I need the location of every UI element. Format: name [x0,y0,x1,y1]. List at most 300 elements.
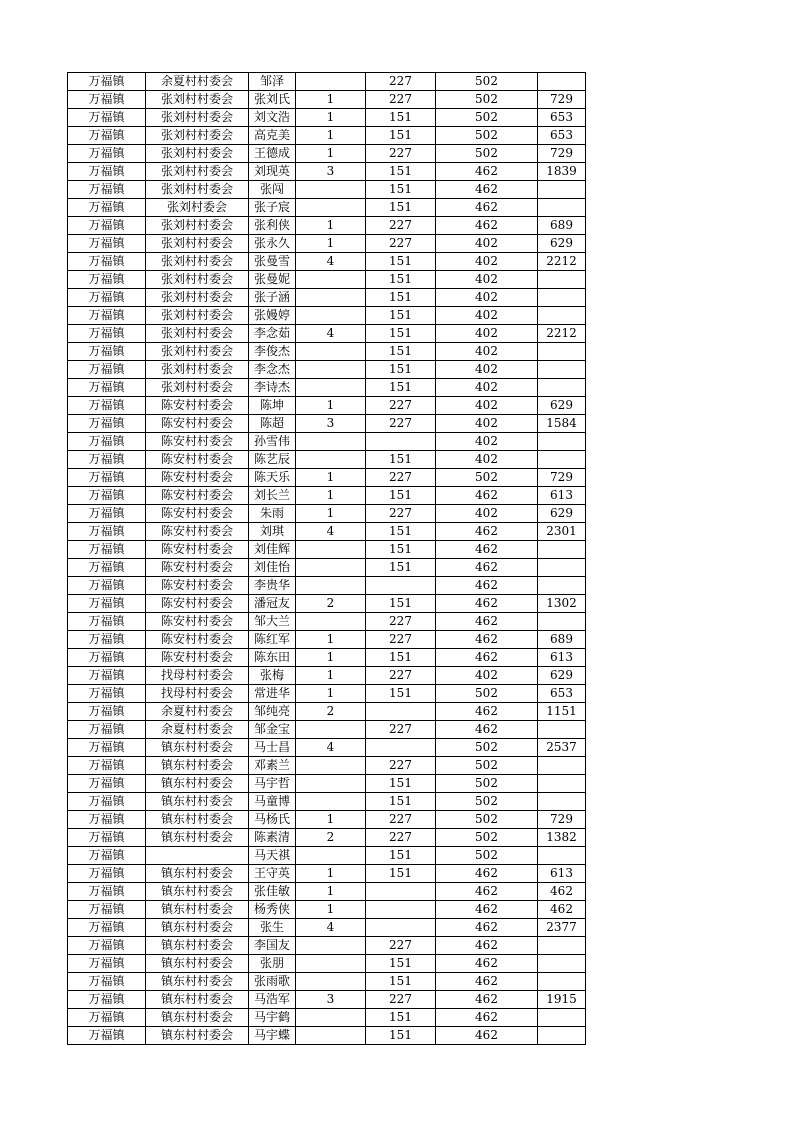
table-row [68,289,586,307]
total-cell: 1382 [538,829,586,847]
total-cell: 729 [538,91,586,109]
town-cell: 万福镇 [68,757,146,775]
total-cell [538,847,586,865]
table-row [68,181,586,199]
amount-b-cell: 402 [436,325,538,343]
amount-b-cell: 462 [436,217,538,235]
amount-a-cell: 151 [366,973,436,991]
village-committee-cell: 陈安村村委会 [146,397,249,415]
village-committee-cell: 镇东村村委会 [146,739,249,757]
amount-a-cell: 227 [366,91,436,109]
amount-b-cell: 462 [436,865,538,883]
village-committee-cell: 找母村村委会 [146,667,249,685]
amount-b-cell: 502 [436,757,538,775]
town-cell: 万福镇 [68,253,146,271]
table-row [68,361,586,379]
household-size-cell: 3 [296,991,366,1009]
household-size-cell: 1 [296,91,366,109]
name-cell: 潘冠友 [249,595,296,613]
village-committee-cell: 余夏村村委会 [146,73,249,91]
town-cell: 万福镇 [68,883,146,901]
town-cell: 万福镇 [68,271,146,289]
total-cell [538,775,586,793]
amount-b-cell: 502 [436,109,538,127]
household-size-cell: 1 [296,397,366,415]
table-row [68,433,586,451]
table-row [68,829,586,847]
town-cell: 万福镇 [68,847,146,865]
name-cell: 刘长兰 [249,487,296,505]
village-committee-cell: 镇东村村委会 [146,1027,249,1045]
amount-a-cell: 151 [366,865,436,883]
village-committee-cell: 镇东村村委会 [146,937,249,955]
village-committee-cell [146,847,249,865]
amount-b-cell: 502 [436,73,538,91]
amount-a-cell: 227 [366,829,436,847]
table-row [68,919,586,937]
table-row [68,811,586,829]
household-size-cell: 1 [296,505,366,523]
household-size-cell: 1 [296,667,366,685]
table-row [68,685,586,703]
table-row [68,541,586,559]
household-size-cell [296,577,366,595]
amount-a-cell: 151 [366,685,436,703]
village-committee-cell: 陈安村村委会 [146,613,249,631]
name-cell: 李贵华 [249,577,296,595]
amount-b-cell: 462 [436,703,538,721]
name-cell: 马浩军 [249,991,296,1009]
town-cell: 万福镇 [68,901,146,919]
town-cell: 万福镇 [68,955,146,973]
amount-b-cell: 462 [436,973,538,991]
household-size-cell: 1 [296,631,366,649]
town-cell: 万福镇 [68,1009,146,1027]
amount-a-cell: 151 [366,541,436,559]
table-row [68,559,586,577]
village-committee-cell: 张刘村村委会 [146,127,249,145]
amount-b-cell: 502 [436,793,538,811]
amount-a-cell: 227 [366,937,436,955]
name-cell: 张子涵 [249,289,296,307]
village-committee-cell: 陈安村村委会 [146,523,249,541]
amount-b-cell: 462 [436,163,538,181]
household-size-cell: 4 [296,253,366,271]
town-cell: 万福镇 [68,505,146,523]
total-cell [538,289,586,307]
total-cell: 1302 [538,595,586,613]
total-cell [538,343,586,361]
village-committee-cell: 陈安村村委会 [146,541,249,559]
table-row [68,1009,586,1027]
total-cell: 2212 [538,325,586,343]
amount-a-cell: 227 [366,469,436,487]
village-committee-cell: 余夏村村委会 [146,721,249,739]
village-committee-cell: 镇东村村委会 [146,829,249,847]
town-cell: 万福镇 [68,613,146,631]
total-cell: 1151 [538,703,586,721]
name-cell: 陈素清 [249,829,296,847]
name-cell: 陈超 [249,415,296,433]
household-size-cell [296,271,366,289]
name-cell: 常进华 [249,685,296,703]
total-cell: 653 [538,685,586,703]
name-cell: 李国友 [249,937,296,955]
village-committee-cell: 张刘村村委会 [146,163,249,181]
household-size-cell [296,379,366,397]
amount-b-cell: 462 [436,937,538,955]
table-row [68,667,586,685]
amount-b-cell: 402 [436,235,538,253]
name-cell: 陈东田 [249,649,296,667]
amount-a-cell: 151 [366,379,436,397]
total-cell: 1839 [538,163,586,181]
household-size-cell [296,307,366,325]
town-cell: 万福镇 [68,595,146,613]
amount-a-cell: 227 [366,397,436,415]
total-cell: 2212 [538,253,586,271]
village-committee-cell: 张刘村村委会 [146,271,249,289]
amount-a-cell [366,703,436,721]
amount-a-cell: 151 [366,109,436,127]
total-cell [538,307,586,325]
name-cell: 马童博 [249,793,296,811]
table-row [68,757,586,775]
village-committee-cell: 余夏村村委会 [146,703,249,721]
household-size-cell [296,199,366,217]
total-cell: 2377 [538,919,586,937]
household-size-cell [296,937,366,955]
amount-a-cell: 227 [366,217,436,235]
village-committee-cell: 陈安村村委会 [146,487,249,505]
name-cell: 邹大兰 [249,613,296,631]
name-cell: 张曼妮 [249,271,296,289]
village-committee-cell: 陈安村村委会 [146,631,249,649]
village-committee-cell: 镇东村村委会 [146,991,249,1009]
table-row [68,163,586,181]
village-committee-cell: 张刘村村委会 [146,109,249,127]
town-cell: 万福镇 [68,451,146,469]
household-size-cell: 1 [296,883,366,901]
name-cell: 张利侠 [249,217,296,235]
name-cell: 陈天乐 [249,469,296,487]
total-cell [538,451,586,469]
name-cell: 张嫚婷 [249,307,296,325]
table-row [68,937,586,955]
amount-b-cell: 462 [436,991,538,1009]
village-committee-cell: 陈安村村委会 [146,649,249,667]
amount-a-cell: 151 [366,847,436,865]
name-cell: 高克美 [249,127,296,145]
amount-a-cell [366,901,436,919]
town-cell: 万福镇 [68,793,146,811]
household-size-cell [296,1027,366,1045]
table-row [68,379,586,397]
name-cell: 刘现英 [249,163,296,181]
table-row [68,397,586,415]
household-size-cell: 1 [296,127,366,145]
total-cell [538,577,586,595]
town-cell: 万福镇 [68,145,146,163]
household-size-cell: 1 [296,901,366,919]
town-cell: 万福镇 [68,91,146,109]
amount-a-cell: 151 [366,199,436,217]
amount-a-cell: 151 [366,775,436,793]
amount-b-cell: 402 [436,271,538,289]
village-committee-cell: 陈安村村委会 [146,415,249,433]
amount-a-cell: 227 [366,721,436,739]
town-cell: 万福镇 [68,433,146,451]
household-size-cell: 2 [296,829,366,847]
table-row [68,469,586,487]
village-committee-cell: 张刘村村委会 [146,91,249,109]
amount-a-cell: 151 [366,451,436,469]
town-cell: 万福镇 [68,325,146,343]
total-cell: 1915 [538,991,586,1009]
amount-a-cell: 151 [366,955,436,973]
table-row [68,865,586,883]
table-row [68,739,586,757]
household-size-cell: 1 [296,235,366,253]
table-row [68,721,586,739]
town-cell: 万福镇 [68,379,146,397]
name-cell: 马士昌 [249,739,296,757]
name-cell: 陈红军 [249,631,296,649]
table-row [68,73,586,91]
table-row [68,973,586,991]
total-cell [538,973,586,991]
total-cell [538,721,586,739]
table-row [68,343,586,361]
name-cell: 张子宸 [249,199,296,217]
household-size-cell [296,181,366,199]
amount-b-cell: 462 [436,541,538,559]
amount-b-cell: 402 [436,667,538,685]
amount-a-cell: 151 [366,127,436,145]
amount-a-cell: 151 [366,271,436,289]
name-cell: 马宇蝶 [249,1027,296,1045]
total-cell: 2301 [538,523,586,541]
town-cell: 万福镇 [68,739,146,757]
total-cell: 613 [538,865,586,883]
name-cell: 王德成 [249,145,296,163]
total-cell: 462 [538,901,586,919]
table-body [68,73,586,1045]
town-cell: 万福镇 [68,469,146,487]
total-cell: 2537 [538,739,586,757]
total-cell [538,937,586,955]
amount-a-cell: 151 [366,1009,436,1027]
town-cell: 万福镇 [68,649,146,667]
total-cell: 653 [538,109,586,127]
village-committee-cell: 镇东村村委会 [146,865,249,883]
table-row [68,649,586,667]
name-cell: 马杨氏 [249,811,296,829]
amount-b-cell: 502 [436,847,538,865]
table-row [68,631,586,649]
household-size-cell: 1 [296,109,366,127]
table-row [68,775,586,793]
household-size-cell: 1 [296,145,366,163]
total-cell [538,181,586,199]
household-size-cell: 1 [296,487,366,505]
table-row [68,505,586,523]
village-committee-cell: 陈安村村委会 [146,469,249,487]
name-cell: 张佳敏 [249,883,296,901]
amount-b-cell: 462 [436,559,538,577]
amount-b-cell: 462 [436,487,538,505]
total-cell [538,613,586,631]
total-cell: 729 [538,469,586,487]
village-committee-cell: 镇东村村委会 [146,811,249,829]
household-size-cell [296,73,366,91]
village-committee-cell: 镇东村村委会 [146,1009,249,1027]
village-committee-cell: 张刘村村委会 [146,145,249,163]
table-row [68,307,586,325]
amount-b-cell: 402 [436,361,538,379]
table-row [68,109,586,127]
total-cell [538,433,586,451]
amount-a-cell: 227 [366,235,436,253]
town-cell: 万福镇 [68,703,146,721]
household-size-cell: 4 [296,919,366,937]
amount-b-cell: 502 [436,775,538,793]
household-size-cell [296,973,366,991]
amount-b-cell: 402 [436,433,538,451]
town-cell: 万福镇 [68,415,146,433]
name-cell: 陈艺辰 [249,451,296,469]
table-row [68,415,586,433]
household-size-cell: 1 [296,685,366,703]
town-cell: 万福镇 [68,289,146,307]
amount-a-cell: 227 [366,991,436,1009]
amount-b-cell: 462 [436,613,538,631]
town-cell: 万福镇 [68,307,146,325]
amount-b-cell: 462 [436,919,538,937]
household-size-cell [296,541,366,559]
total-cell: 689 [538,217,586,235]
amount-b-cell: 462 [436,901,538,919]
town-cell: 万福镇 [68,865,146,883]
amount-a-cell [366,919,436,937]
town-cell: 万福镇 [68,559,146,577]
name-cell: 邹纯亮 [249,703,296,721]
town-cell: 万福镇 [68,631,146,649]
town-cell: 万福镇 [68,199,146,217]
village-committee-cell: 镇东村村委会 [146,973,249,991]
household-size-cell [296,559,366,577]
village-committee-cell: 镇东村村委会 [146,757,249,775]
name-cell: 张梅 [249,667,296,685]
name-cell: 刘琪 [249,523,296,541]
name-cell: 马宇鹤 [249,1009,296,1027]
town-cell: 万福镇 [68,577,146,595]
village-committee-cell: 张刘村村委会 [146,361,249,379]
amount-a-cell: 151 [366,307,436,325]
amount-a-cell: 151 [366,559,436,577]
household-size-cell [296,451,366,469]
amount-b-cell: 502 [436,127,538,145]
village-committee-cell: 镇东村村委会 [146,901,249,919]
amount-a-cell: 227 [366,145,436,163]
table-row [68,199,586,217]
amount-b-cell: 462 [436,1009,538,1027]
total-cell: 462 [538,883,586,901]
amount-a-cell: 151 [366,361,436,379]
town-cell: 万福镇 [68,163,146,181]
amount-a-cell: 151 [366,1027,436,1045]
household-size-cell [296,1009,366,1027]
total-cell: 629 [538,505,586,523]
amount-a-cell [366,433,436,451]
amount-a-cell: 151 [366,523,436,541]
amount-b-cell: 462 [436,199,538,217]
village-committee-cell: 陈安村村委会 [146,451,249,469]
household-size-cell [296,757,366,775]
village-committee-cell: 陈安村村委会 [146,595,249,613]
amount-b-cell: 502 [436,469,538,487]
amount-a-cell: 151 [366,487,436,505]
name-cell: 刘佳怡 [249,559,296,577]
household-size-cell: 1 [296,217,366,235]
amount-a-cell: 227 [366,631,436,649]
name-cell: 张生 [249,919,296,937]
village-committee-cell: 陈安村村委会 [146,559,249,577]
village-committee-cell: 张刘村村委会 [146,181,249,199]
table-row [68,487,586,505]
total-cell [538,1009,586,1027]
table-row [68,325,586,343]
table-row [68,991,586,1009]
amount-a-cell: 227 [366,757,436,775]
amount-a-cell [366,739,436,757]
household-size-cell [296,847,366,865]
data-table [67,72,586,1045]
name-cell: 王守英 [249,865,296,883]
name-cell: 张闯 [249,181,296,199]
town-cell: 万福镇 [68,775,146,793]
village-committee-cell: 找母村村委会 [146,685,249,703]
amount-b-cell: 462 [436,181,538,199]
household-size-cell: 2 [296,595,366,613]
total-cell: 629 [538,235,586,253]
amount-a-cell: 151 [366,181,436,199]
village-committee-cell: 镇东村村委会 [146,883,249,901]
total-cell [538,1027,586,1045]
name-cell: 邹泽 [249,73,296,91]
name-cell: 马天祺 [249,847,296,865]
table-row [68,217,586,235]
amount-b-cell: 502 [436,811,538,829]
total-cell: 653 [538,127,586,145]
town-cell: 万福镇 [68,919,146,937]
household-size-cell: 2 [296,703,366,721]
town-cell: 万福镇 [68,235,146,253]
name-cell: 张雨歌 [249,973,296,991]
town-cell: 万福镇 [68,541,146,559]
total-cell: 729 [538,811,586,829]
total-cell: 629 [538,397,586,415]
amount-a-cell: 227 [366,811,436,829]
town-cell: 万福镇 [68,181,146,199]
amount-a-cell: 227 [366,613,436,631]
household-size-cell: 1 [296,865,366,883]
village-committee-cell: 张刘村村委会 [146,289,249,307]
amount-b-cell: 462 [436,577,538,595]
amount-b-cell: 502 [436,739,538,757]
amount-a-cell: 227 [366,415,436,433]
amount-a-cell [366,883,436,901]
